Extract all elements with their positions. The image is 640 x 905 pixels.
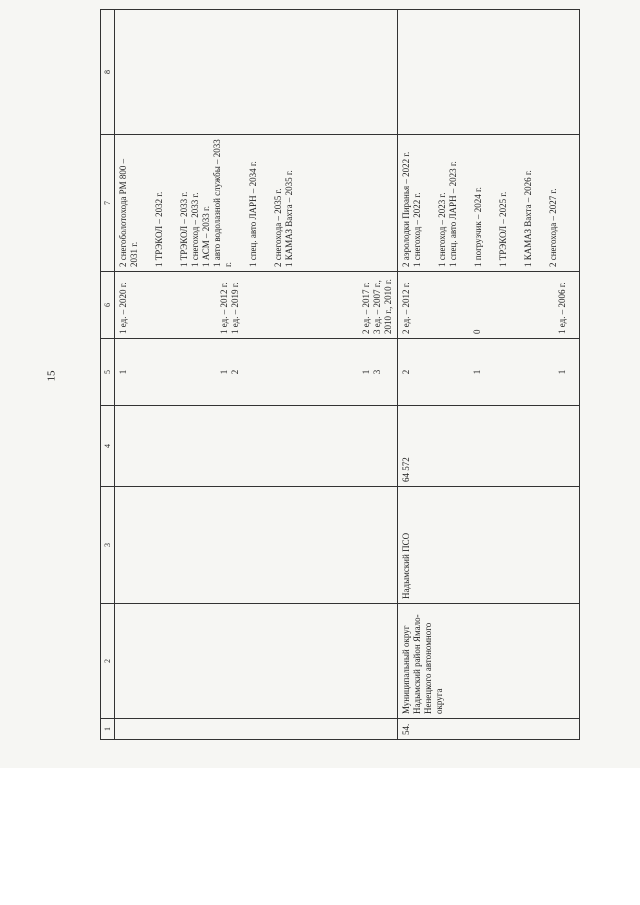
cell-existing: 1 ед. – 2020 г. 1 ед. – 2012 г. 1 ед. – 2019 г. 2 ед. – 2017 г. 3 ед. – 2007 г., 2010 г., 2010 г. (115, 272, 398, 339)
col-header-2: 2 (101, 604, 115, 719)
cell-existing: 2 ед. – 2012 г. 0 1 ед. – 2006 г. (398, 272, 580, 339)
cell-municipality: Муниципальный округ Надымский район Ямало-Ненецкого автономного округа (398, 604, 580, 719)
col-header-8: 8 (101, 10, 115, 135)
col-header-3: 3 (101, 487, 115, 604)
cell-num: 54. (398, 719, 580, 740)
cell-num (115, 719, 398, 740)
table-row (115, 10, 398, 740)
equipment-table (100, 9, 580, 740)
col-header-4: 4 (101, 406, 115, 487)
column-number-row (101, 10, 115, 740)
cell-unit (115, 487, 398, 604)
cell-notes (115, 10, 398, 135)
cell-population: 64 572 (398, 406, 580, 487)
cell-unit: Надымский ПСО (398, 487, 580, 604)
cell-population (115, 406, 398, 487)
col-header-7: 7 (101, 135, 115, 272)
col-header-6: 6 (101, 272, 115, 339)
cell-planned: 2 аэролодки Пиранья – 2022 г. 1 снегоход – 2022 г. 1 снегоход – 2023 г. 1 спец. авто ЛАРН – 2023 г. 1 погрузчик – 2024 г. 1 ТРЭКОЛ – 2025 г. 1 КАМАЗ Вахта – 2026 г. 2 снегохода – 2027 г. (398, 135, 580, 272)
page-number: 15 (45, 370, 58, 382)
cell-municipality (115, 604, 398, 719)
cell-count: 1 1 2 1 3 (115, 339, 398, 406)
table-row (398, 10, 580, 740)
cell-planned: 2 снегоболотохода РМ 800 – 2031 г. 1 ТРЭКОЛ – 2032 г. 1 ТРЭКОЛ – 2033 г. 1 снегоход – 2033 г. 1 АСМ – 2033 г. 1 авто водолазной службы – 2033 г. 1 спец. авто ЛАРН – 2034 г. 2 снегохода – 2035 г. 1 КАМАЗ Вахта – 2035 г. (115, 135, 398, 272)
cell-notes (398, 10, 580, 135)
rotated-table-canvas (100, 50, 580, 740)
col-header-1: 1 (101, 719, 115, 740)
col-header-5: 5 (101, 339, 115, 406)
cell-count: 2 1 1 (398, 339, 580, 406)
